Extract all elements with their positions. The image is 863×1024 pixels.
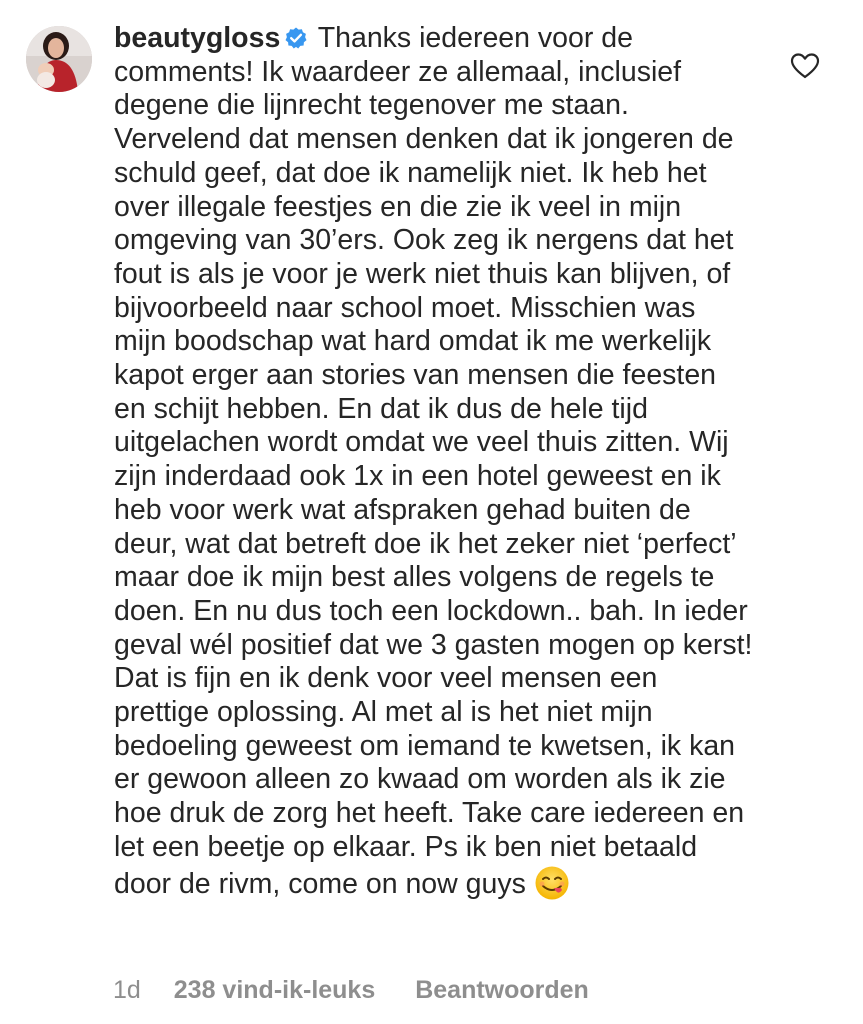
verified-badge-icon [284, 26, 308, 50]
yum-face-icon [534, 865, 570, 901]
comment-body [114, 22, 754, 901]
username[interactable]: beautygloss [114, 22, 281, 54]
comment-text: Thanks iedereen voor de comments! Ik waardeer ze allemaal, inclusief degene die lijnrecht tegenover me staan. Vervelend dat mensen denken dat ik jongeren de schuld geef, dat doe ik namelijk niet. Ik heb het over illegale feestjes en die zie ik veel in mijn omgeving van 30’ers. Ook zeg ik nergens dat het fout is als je voor je werk niet thuis kan blijven, of bijvoorbeeld naar school moet. Misschien was mijn boodschap wat hard omdat ik me werkelijk kapot erger aan stories van mensen die feesten en schijt hebben. En dat ik dus de hele tijd uitgelachen wordt omdat we veel thuis zitten. Wij zijn inderdaad ook 1x in een hotel geweest en ik heb voor werk wat afspraken gehad buiten de deur, wat dat betreft doe ik het zeker niet ‘perfect’ maar doe ik mijn best alles volgens de regels te doen. En nu dus toch een lockdown.. bah. In ieder geval wél positief dat we 3 gasten mogen op kerst! Dat is fijn en ik denk voor veel mensen een prettige oplossing. Al met al is het niet mijn bedoeling geweest om iemand te kwetsen, ik kan er gewoon alleen zo kwaad om worden als ik zie hoe druk de zorg het heeft. Take care iedereen en let een beetje op elkaar. Ps ik ben niet betaald door de rivm, come on now guys [114, 22, 753, 900]
avatar-photo [26, 26, 92, 92]
timestamp: 1d [113, 976, 141, 1004]
likes-count[interactable]: 238 vind-ik-leuks [173, 976, 376, 1004]
heart-outline-icon[interactable] [790, 52, 820, 79]
avatar[interactable] [26, 26, 92, 92]
comment-meta [113, 976, 589, 1005]
reply-button[interactable]: Beantwoorden [415, 976, 589, 1004]
